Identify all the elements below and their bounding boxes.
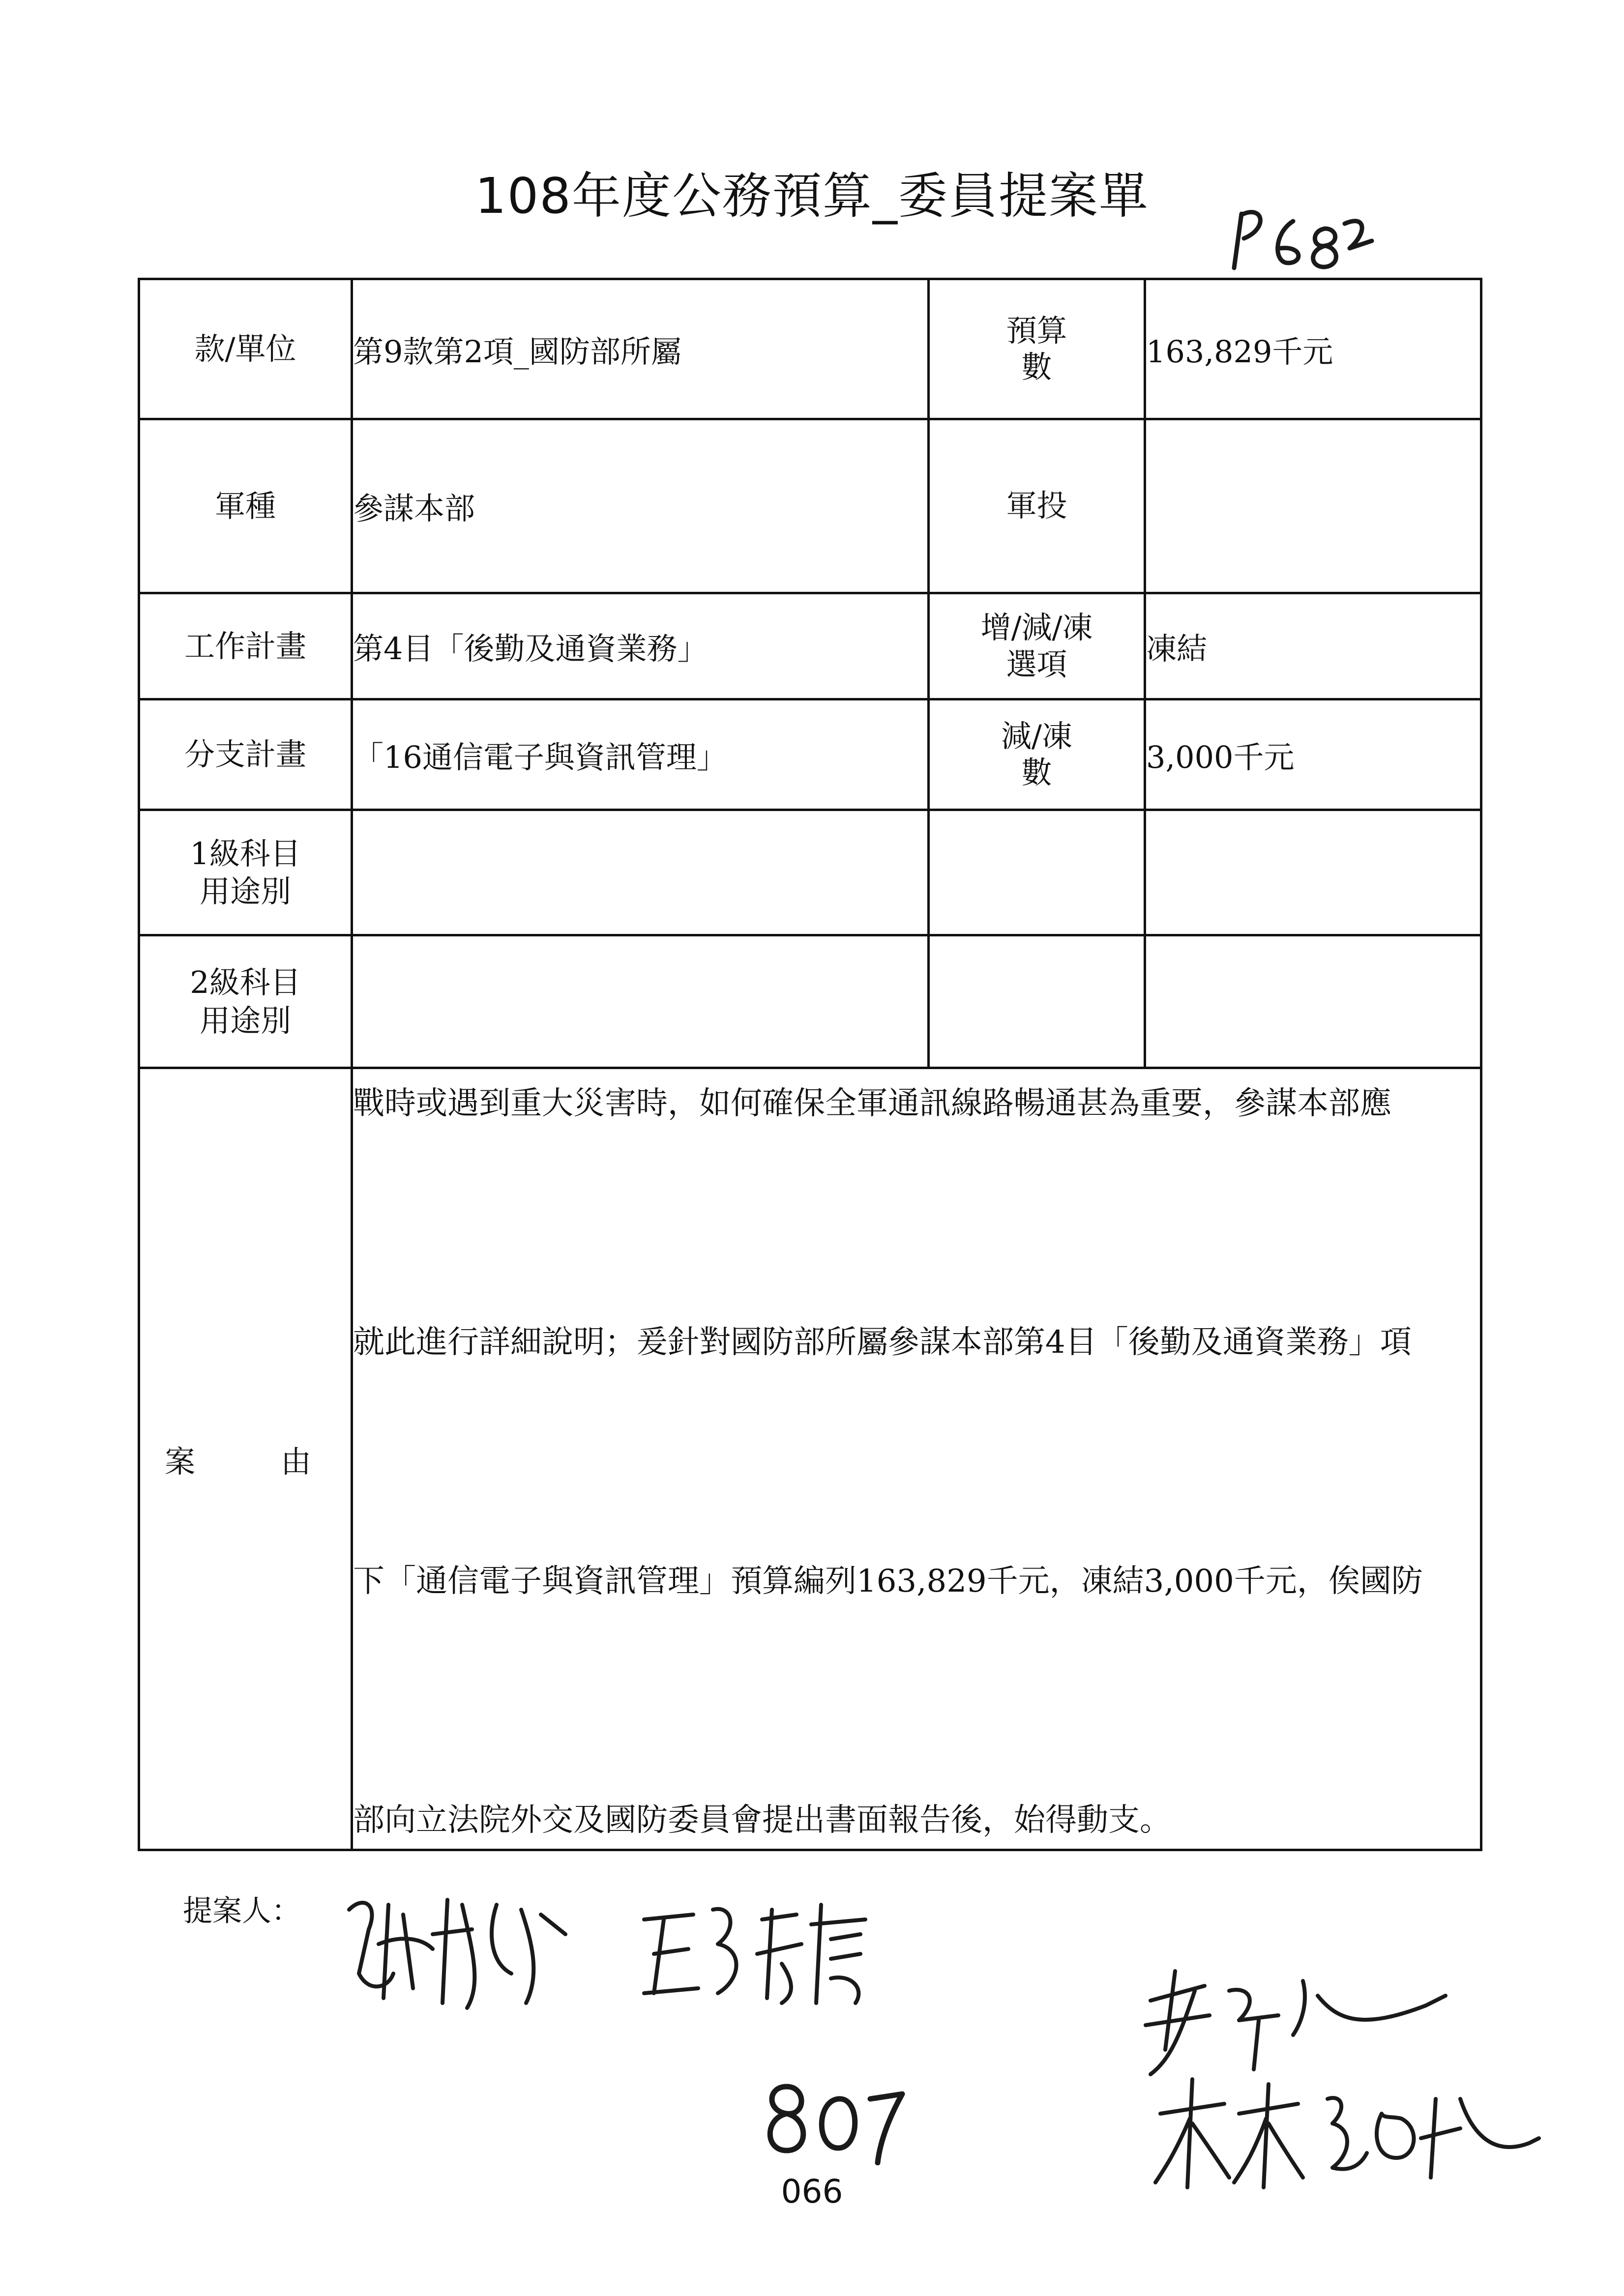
table-row-service	[139, 419, 1481, 593]
reason-line: 就此進行詳細說明；爰針對國防部所屬參謀本部第4目「後勤及通資業務」項	[353, 1324, 1412, 1361]
level2-item-value	[352, 935, 929, 1068]
table-row-reason	[139, 1068, 1481, 1850]
level1-item-sub-label	[929, 810, 1145, 935]
reduce-freeze-amount-label: 減/凍 數	[929, 699, 1145, 810]
work-plan-label: 工作計畫	[139, 593, 352, 699]
page-number: 066	[781, 2173, 843, 2210]
reduce-freeze-amount-value: 3,000千元	[1145, 699, 1481, 810]
budget-amount-value: 163,829千元	[1145, 279, 1481, 419]
level1-item-sub-value	[1145, 810, 1481, 935]
signature-2	[634, 1880, 890, 2013]
signature-3	[1131, 1961, 1465, 2084]
table-row-branch-plan	[139, 699, 1481, 810]
table-row-level1-item	[139, 810, 1481, 935]
work-plan-value: 第4目「後勤及通資業務」	[352, 593, 929, 699]
level1-item-label: 1級科目 用途別	[139, 810, 352, 935]
reason-line: 戰時或遇到重大災害時，如何確保全軍通訊線路暢通甚為重要，參謀本部應	[353, 1085, 1391, 1122]
branch-plan-label: 分支計畫	[139, 699, 352, 810]
table-row-level2-item	[139, 935, 1481, 1068]
adjust-option-label: 增/減/凍 選項	[929, 593, 1145, 699]
service-label: 軍種	[139, 419, 352, 593]
adjust-option-value: 凍結	[1145, 593, 1481, 699]
level2-item-sub-value	[1145, 935, 1481, 1068]
reason-label: 案 由	[139, 1068, 352, 1850]
table-row-unit	[139, 279, 1481, 419]
branch-plan-value: 「16通信電子與資訊管理」	[352, 699, 929, 810]
unit-value: 第9款第2項_國防部所屬	[352, 279, 929, 419]
reason-line: 部向立法院外交及國防委員會提出書面報告後，始得動支。	[353, 1802, 1171, 1838]
military-investment-value	[1145, 419, 1481, 593]
level2-item-label: 2級科目 用途別	[139, 935, 352, 1068]
reason-text	[352, 1068, 1481, 1850]
unit-label: 款/單位	[139, 279, 352, 419]
reason-line: 下「通信電子與資訊管理」預算編列163,829千元，凍結3,000千元，俟國防	[353, 1563, 1423, 1599]
military-investment-label: 軍投	[929, 419, 1145, 593]
handwritten-page-reference	[1219, 194, 1377, 278]
handwritten-page-number	[752, 2072, 910, 2165]
budget-amount-label: 預算 數	[929, 279, 1145, 419]
proposer-label: 提案人：	[183, 1894, 301, 1928]
level1-item-value	[352, 810, 929, 935]
signature-1	[334, 1875, 580, 2023]
service-value: 參謀本部	[352, 419, 929, 593]
proposal-form-table	[138, 278, 1482, 1851]
table-row-work-plan	[139, 593, 1481, 699]
form-title: 108年度公務預算_委員提案單	[475, 167, 1149, 225]
level2-item-sub-label	[929, 935, 1145, 1068]
